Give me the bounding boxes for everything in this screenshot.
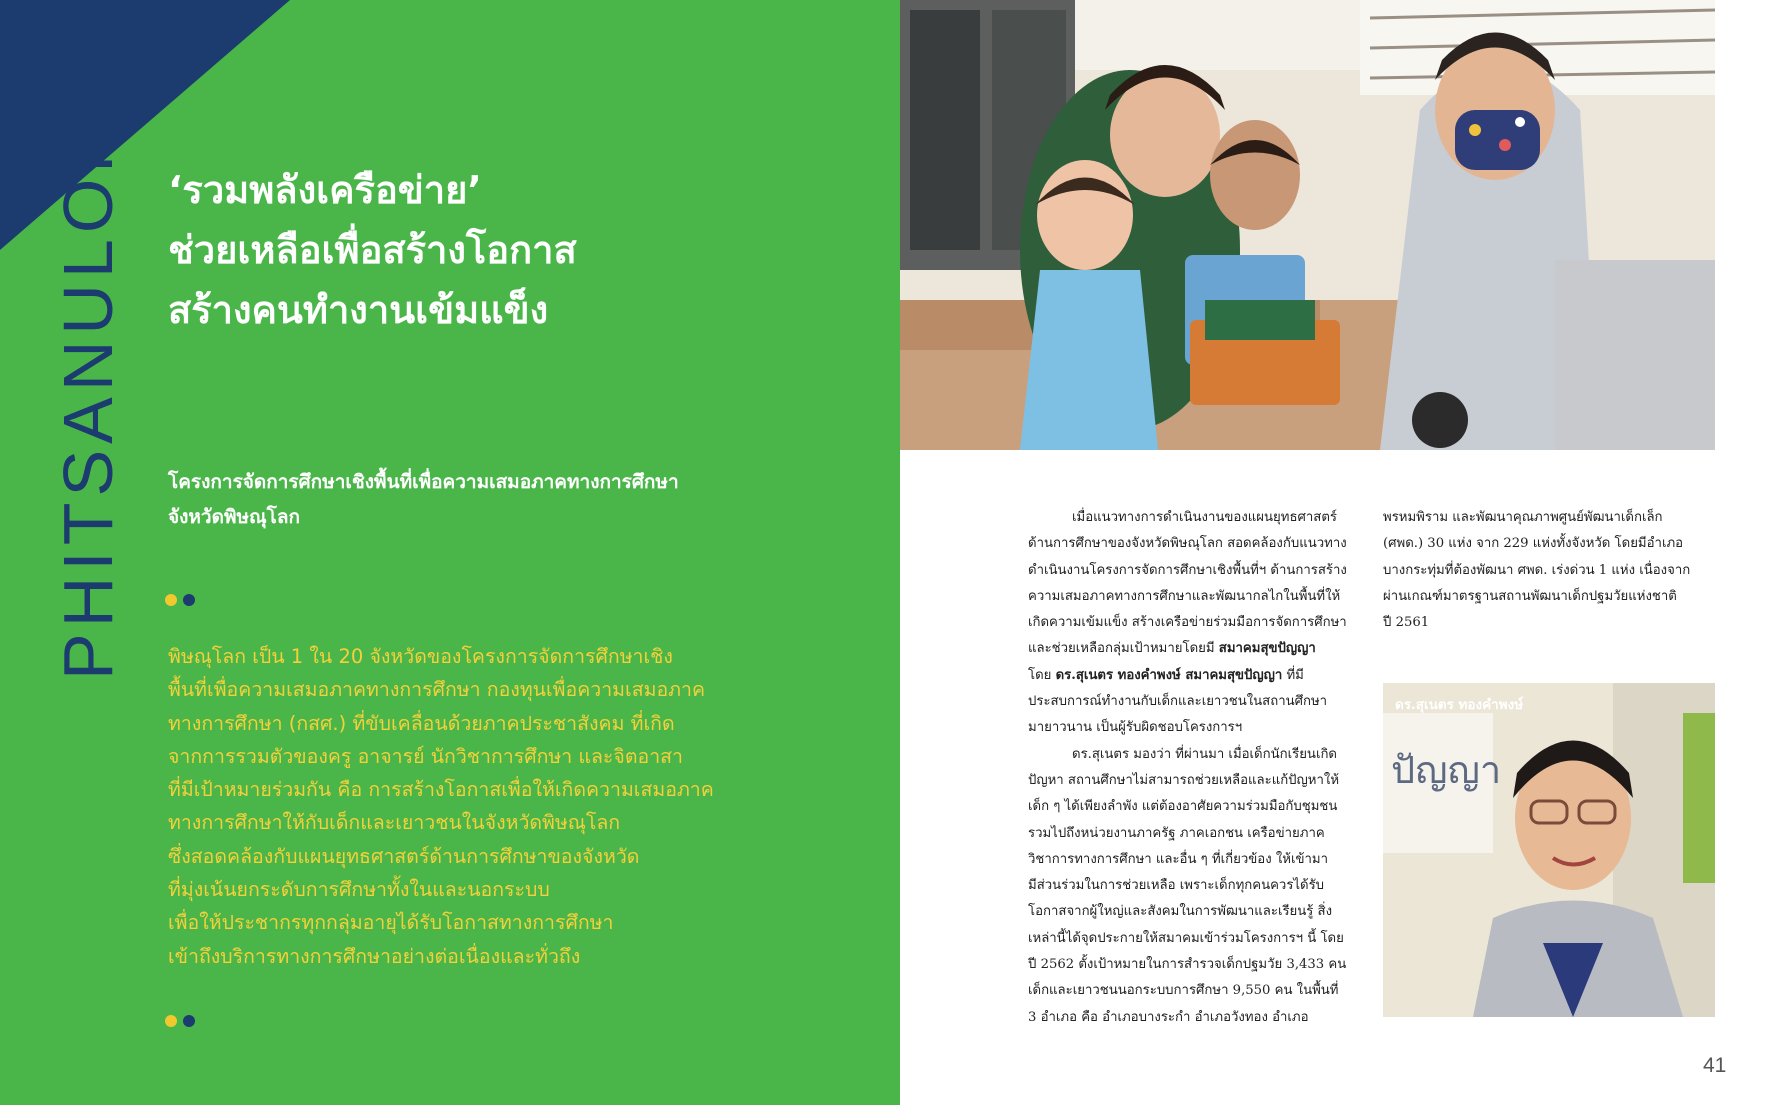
body-line: ด้านการศึกษาของจังหวัดพิษณุโลก สอดคล้องกับแนวทาง [1028, 536, 1347, 552]
intro-line: พื้นที่เพื่อความเสมอภาคทางการศึกษา กองทุนเพื่อความเสมอภาค [168, 678, 706, 702]
dot-navy [183, 594, 195, 606]
intro-paragraph [168, 640, 888, 973]
dot-navy [183, 1015, 195, 1027]
portrait-sign-text: ปัญญา [1391, 748, 1502, 792]
intro-line: เพื่อให้ประชากรทุกกลุ่มอายุได้รับโอกาสทางการศึกษา [168, 911, 614, 935]
portrait-caption: ดร.สุเนตร ทองคำพงษ์ [1395, 697, 1524, 713]
intro-line: ทางการศึกษาให้กับเด็กและเยาวชนในจังหวัดพิษณุโลก [168, 811, 621, 835]
body-line: ประสบการณ์ทำงานกับเด็กและเยาวชนในสถานศึกษา [1028, 694, 1328, 710]
body-line: ปัญหา สถานศึกษาไม่สามารถช่วยเหลือและแก้ปัญหาให้ [1028, 772, 1340, 788]
intro-line: จากการรวมตัวของครู อาจารย์ นักวิชาการศึกษา และจิตอาสา [168, 744, 683, 768]
decorative-dots-bottom [165, 1015, 205, 1029]
dot-yellow [165, 594, 177, 606]
body-line: รวมไปถึงหน่วยงานภาครัฐ ภาคเอกชน เครือข่ายภาค [1028, 825, 1325, 841]
body-line: เกิดความเข้มแข็ง สร้างเครือข่ายร่วมมือการจัดการศึกษา [1028, 615, 1347, 631]
body-line: 3 อำเภอ คือ อำเภอบางระกำ อำเภอวังทอง อำเภอ [1028, 1009, 1309, 1025]
body-text: และช่วยเหลือกลุ่มเป้าหมายโดยมี [1028, 641, 1219, 657]
body-line: ดร.สุเนตร มองว่า ที่ผ่านมา เมื่อเด็กนักเรียนเกิด [1072, 746, 1337, 762]
portrait-illustration [1383, 683, 1715, 1017]
body-line: บางกระทุ่มที่ต้องพัฒนา ศพด. เร่งด่วน 1 แห่ง เนื่องจาก [1383, 562, 1691, 578]
decorative-dots-top [165, 594, 205, 608]
organization-name: สมาคมสุขปัญญา [1218, 641, 1316, 657]
body-line: ปี 2562 ตั้งเป้าหมายในการสำรวจเด็กปฐมวัย 3,433 คน [1028, 957, 1347, 973]
body-line: โอกาสจากผู้ใหญ่และสังคมในการพัฒนาและเรียนรู้ สิ่ง [1028, 904, 1333, 920]
paragraph-2 [1028, 742, 1360, 1031]
project-name [168, 465, 679, 535]
region-vertical-label: PHITSANULOK [49, 120, 127, 680]
article-title [168, 160, 577, 340]
dot-yellow [165, 1015, 177, 1027]
title-line: ‘รวมพลังเครือข่าย’ [168, 168, 482, 212]
intro-line: เข้าถึงบริการทางการศึกษาอย่างต่อเนื่องและทั่วถึง [168, 944, 581, 968]
intro-line: ซึ่งสอดคล้องกับแผนยุทธศาสตร์ด้านการศึกษาของจังหวัด [168, 844, 640, 868]
body-line: เด็ก ๆ ได้เพียงลำพัง แต่ต้องอาศัยความร่วมมือกับชุมชน [1028, 799, 1338, 815]
page-number: 41 [1703, 1054, 1727, 1077]
body-text: โดย [1028, 667, 1056, 683]
body-line: ผ่านเกณฑ์มาตรฐานสถานพัฒนาเด็กปฐมวัยแห่งชาติ [1383, 588, 1677, 604]
body-line: (ศพด.) 30 แห่ง จาก 229 แห่งทั้งจังหวัด โดยมีอำเภอ [1383, 536, 1684, 552]
body-line: เด็กและเยาวชนนอกระบบการศึกษา 9,550 คน ในพื้นที่ [1028, 983, 1339, 999]
body-column-2 [1383, 505, 1715, 636]
body-line: ปี 2561 [1383, 615, 1430, 631]
photo-illustration [900, 0, 1715, 450]
intro-line: ที่มีเป้าหมายร่วมกัน คือ การสร้างโอกาสเพื่อให้เกิดความเสมอภาค [168, 778, 714, 802]
paragraph-1 [1028, 505, 1360, 742]
body-line [1028, 663, 1360, 689]
portrait-photo [1383, 683, 1715, 1017]
body-line: ความเสมอภาคทางการศึกษาและพัฒนากลไกในพื้นที่ให้ [1028, 588, 1341, 604]
body-line: พรหมพิราม และพัฒนาคุณภาพศูนย์พัฒนาเด็กเล็ก [1383, 510, 1663, 525]
project-line: โครงการจัดการศึกษาเชิงพื้นที่เพื่อความเสมอภาคทางการศึกษา [168, 471, 679, 493]
paragraph-3 [1383, 505, 1715, 636]
body-line: เมื่อแนวทางการดำเนินงานของแผนยุทธศาสตร์ [1072, 510, 1337, 525]
intro-line: พิษณุโลก เป็น 1 ใน 20 จังหวัดของโครงการจัดการศึกษาเชิง [168, 645, 673, 668]
body-column-1 [1028, 505, 1360, 1031]
body-line: มีส่วนร่วมในการช่วยเหลือ เพราะเด็กทุกคนควรได้รับ [1028, 878, 1325, 894]
project-line: จังหวัดพิษณุโลก [168, 506, 300, 528]
body-line [1028, 636, 1360, 662]
body-line: มายาวนาน เป็นผู้รับผิดชอบโครงการฯ [1028, 720, 1243, 736]
person-name: ดร.สุเนตร ทองคำพงษ์ สมาคมสุขปัญญา [1055, 667, 1283, 683]
body-line: วิชาการทางการศึกษา และอื่น ๆ ที่เกี่ยวข้อง ให้เข้ามา [1028, 851, 1328, 867]
body-line: เหล่านี้ได้จุดประกายให้สมาคมเข้าร่วมโครงการฯ นี้ โดย [1028, 930, 1344, 946]
intro-line: ทางการศึกษา (กสศ.) ที่ขับเคลื่อนด้วยภาคประชาสังคม ที่เกิด [168, 711, 675, 735]
title-line: สร้างคนทำงานเข้มแข็ง [168, 288, 549, 332]
main-photo [900, 0, 1715, 450]
body-line: ดำเนินงานโครงการจัดการศึกษาเชิงพื้นที่ฯ ด้านการสร้าง [1028, 562, 1347, 578]
body-text: ที่มี [1282, 667, 1304, 683]
intro-line: ที่มุ่งเน้นยกระดับการศึกษาทั้งในและนอกระบบ [168, 878, 550, 902]
title-line: ช่วยเหลือเพื่อสร้างโอกาส [168, 228, 577, 272]
